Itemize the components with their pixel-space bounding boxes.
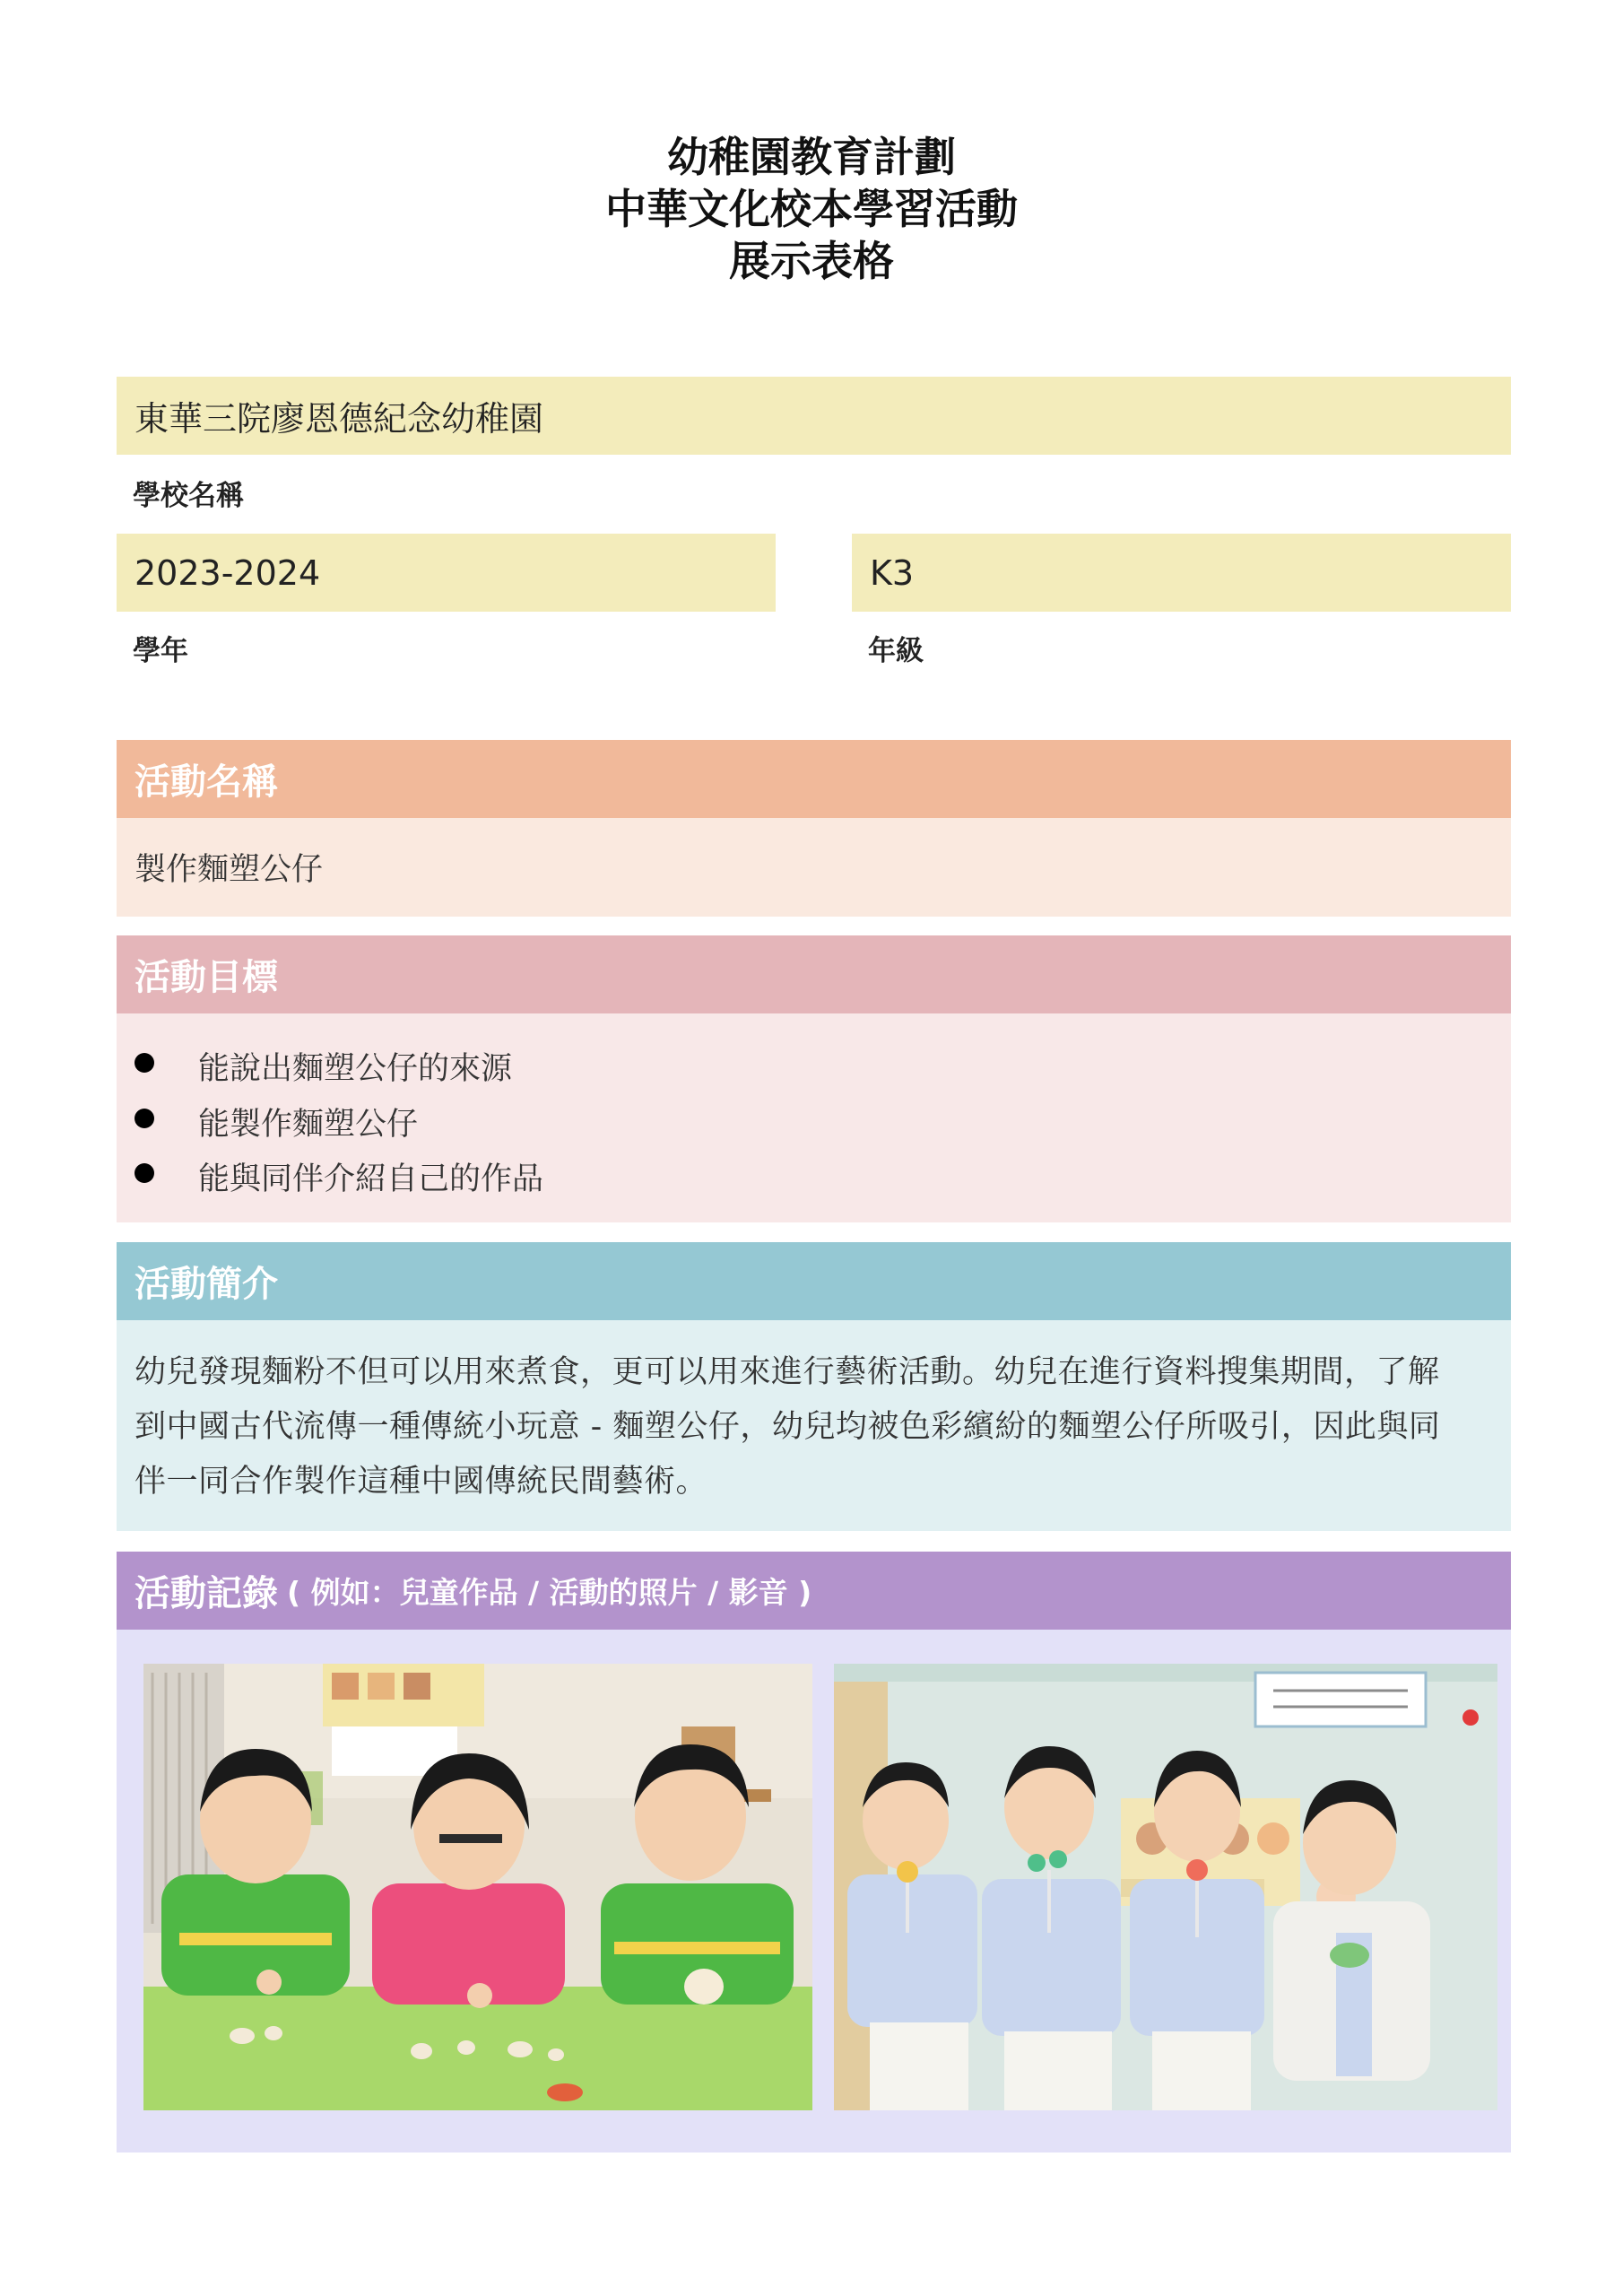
bullet-icon <box>135 1053 154 1073</box>
activity-intro-heading <box>117 1242 1511 1320</box>
photo-1-illustration <box>143 1664 812 2110</box>
goal-text: 能製作麵塑公仔 <box>198 1107 419 1143</box>
school-year-value: 2023-2024 <box>135 552 321 593</box>
school-year-field <box>117 534 776 612</box>
title-line-3: 展示表格 <box>729 237 894 285</box>
activity-photo-2 <box>834 1664 1497 2110</box>
activity-name-body <box>117 818 1511 917</box>
grade-value: K3 <box>870 552 915 593</box>
activity-goals-body <box>117 1013 1511 1222</box>
school-name-field <box>117 377 1511 455</box>
title-line-2: 中華文化校本學習活動 <box>605 185 1018 233</box>
intro-line: 到中國古代流傳一種傳統小玩意 - 麵塑公仔，幼兒均被色彩繽紛的麵塑公仔所吸引，因此與同 <box>135 1409 1441 1445</box>
activity-record-heading-note: ( 例如：兒童作品 / 活動的照片 / 影音 ) <box>287 1575 812 1610</box>
grade-field <box>852 534 1511 612</box>
goal-text: 能與同伴介紹自己的作品 <box>198 1161 544 1197</box>
photo-2-illustration <box>834 1664 1497 2110</box>
activity-name-heading-text: 活動名稱 <box>135 761 278 803</box>
school-year-label: 學年 <box>133 635 188 667</box>
activity-record-heading <box>117 1552 1511 1630</box>
intro-line: 伴一同合作製作這種中國傳統民間藝術。 <box>135 1464 708 1500</box>
activity-goals-heading-text: 活動目標 <box>135 957 278 998</box>
activity-record-heading-text: 活動記錄 <box>135 1573 278 1614</box>
school-name-label: 學校名稱 <box>133 480 244 512</box>
activity-photo-1 <box>143 1664 812 2110</box>
title-line-1: 幼稚園教育計劃 <box>667 133 956 181</box>
activity-intro-body <box>117 1320 1511 1531</box>
activity-name-heading <box>117 740 1511 818</box>
activity-intro-heading-text: 活動簡介 <box>135 1264 278 1305</box>
activity-goals-heading <box>117 935 1511 1013</box>
page-title <box>0 131 1623 287</box>
goal-text: 能說出麵塑公仔的來源 <box>198 1051 513 1087</box>
bullet-icon <box>135 1109 154 1128</box>
grade-label: 年級 <box>868 635 924 667</box>
activity-name-value: 製作麵塑公仔 <box>135 852 324 888</box>
intro-line: 幼兒發現麵粉不但可以用來煮食，更可以用來進行藝術活動。幼兒在進行資料搜集期間，了解 <box>135 1354 1440 1390</box>
bullet-icon <box>135 1163 154 1183</box>
school-name-value: 東華三院廖恩德紀念幼稚園 <box>135 399 544 439</box>
